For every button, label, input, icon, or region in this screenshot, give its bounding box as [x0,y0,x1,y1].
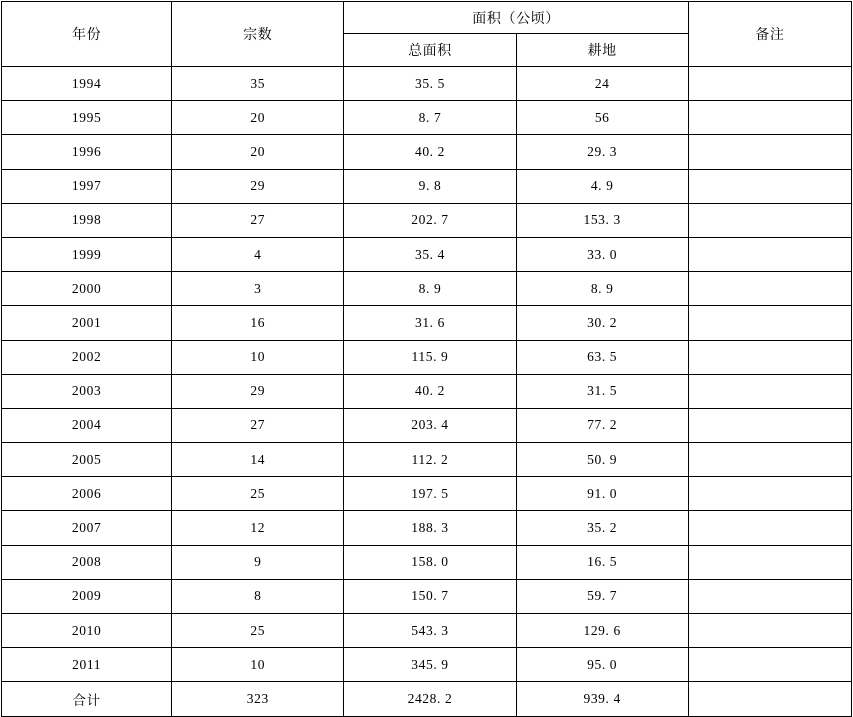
table-body [2,67,852,717]
table-header-row-1 [2,2,852,34]
cell-total-area: 203. 4 [344,408,516,442]
cell-year: 2009 [2,579,172,613]
cell-farmland: 95. 0 [516,648,688,682]
cell-total-area: 158. 0 [344,545,516,579]
table-row [2,169,852,203]
cell-count: 9 [172,545,344,579]
column-header-count: 宗数 [172,2,344,67]
cell-count: 12 [172,511,344,545]
cell-remark [688,477,851,511]
cell-count: 27 [172,408,344,442]
table-row [2,511,852,545]
cell-count: 29 [172,169,344,203]
cell-total-area: 35. 4 [344,237,516,271]
table-row [2,101,852,135]
cell-year: 2011 [2,648,172,682]
cell-year: 2007 [2,511,172,545]
cell-total-area: 150. 7 [344,579,516,613]
cell-year: 2003 [2,374,172,408]
column-header-area-group: 面积（公顷） [344,2,688,34]
cell-remark [688,169,851,203]
cell-year: 1997 [2,169,172,203]
column-header-total-area: 总面积 [344,34,516,67]
cell-farmland: 31. 5 [516,374,688,408]
cell-count: 27 [172,203,344,237]
cell-farmland: 8. 9 [516,272,688,306]
cell-year: 2005 [2,443,172,477]
cell-remark [688,511,851,545]
cell-count: 16 [172,306,344,340]
cell-farmland: 56 [516,101,688,135]
cell-farmland: 63. 5 [516,340,688,374]
cell-year: 2010 [2,614,172,648]
cell-remark [688,579,851,613]
cell-total-area: 40. 2 [344,374,516,408]
column-header-farmland: 耕地 [516,34,688,67]
cell-year: 1999 [2,237,172,271]
cell-remark [688,374,851,408]
cell-farmland: 33. 0 [516,237,688,271]
cell-total-area: 188. 3 [344,511,516,545]
cell-count: 20 [172,101,344,135]
cell-count: 25 [172,477,344,511]
cell-count: 10 [172,648,344,682]
table-row [2,237,852,271]
cell-farmland: 939. 4 [516,682,688,717]
table-row [2,306,852,340]
table-row [2,614,852,648]
cell-count: 3 [172,272,344,306]
cell-remark [688,272,851,306]
table-header [2,2,852,67]
cell-farmland: 153. 3 [516,203,688,237]
table-row [2,135,852,169]
cell-remark [688,340,851,374]
column-header-remark: 备注 [688,2,851,67]
cell-year: 1994 [2,67,172,101]
table-row [2,545,852,579]
cell-remark [688,237,851,271]
cell-count: 10 [172,340,344,374]
cell-total-area: 202. 7 [344,203,516,237]
cell-farmland: 129. 6 [516,614,688,648]
cell-total-area: 115. 9 [344,340,516,374]
cell-total-area: 31. 6 [344,306,516,340]
cell-total-area: 35. 5 [344,67,516,101]
cell-year: 2000 [2,272,172,306]
cell-remark [688,101,851,135]
cell-remark [688,135,851,169]
cell-total-area: 345. 9 [344,648,516,682]
cell-year: 1996 [2,135,172,169]
cell-remark [688,203,851,237]
cell-remark [688,306,851,340]
cell-farmland: 30. 2 [516,306,688,340]
cell-total-area: 40. 2 [344,135,516,169]
cell-total-area: 2428. 2 [344,682,516,717]
table-total-row [2,682,852,717]
cell-year: 2004 [2,408,172,442]
table-row [2,203,852,237]
column-header-year: 年份 [2,2,172,67]
cell-total-area: 8. 9 [344,272,516,306]
document-page [0,1,853,709]
cell-farmland: 24 [516,67,688,101]
cell-count: 4 [172,237,344,271]
cell-count: 8 [172,579,344,613]
cell-remark [688,408,851,442]
cell-remark [688,682,851,717]
cell-remark [688,648,851,682]
table-row [2,408,852,442]
table-row [2,579,852,613]
table-row [2,443,852,477]
cell-count: 20 [172,135,344,169]
cell-farmland: 77. 2 [516,408,688,442]
cell-remark [688,614,851,648]
cell-total-area: 197. 5 [344,477,516,511]
cell-total-area: 9. 8 [344,169,516,203]
table-row [2,272,852,306]
cell-year: 2006 [2,477,172,511]
cell-total-area: 112. 2 [344,443,516,477]
cell-farmland: 29. 3 [516,135,688,169]
table-row [2,374,852,408]
cell-count: 29 [172,374,344,408]
cell-year: 1998 [2,203,172,237]
cell-farmland: 4. 9 [516,169,688,203]
cell-farmland: 91. 0 [516,477,688,511]
table-row [2,477,852,511]
cell-remark [688,67,851,101]
cell-remark [688,443,851,477]
cell-remark [688,545,851,579]
land-statistics-table [1,1,852,717]
cell-year: 2002 [2,340,172,374]
cell-count: 323 [172,682,344,717]
table-row [2,648,852,682]
cell-year: 1995 [2,101,172,135]
cell-farmland: 16. 5 [516,545,688,579]
cell-farmland: 35. 2 [516,511,688,545]
cell-count: 25 [172,614,344,648]
cell-total-area: 543. 3 [344,614,516,648]
table-row [2,340,852,374]
cell-count: 35 [172,67,344,101]
cell-total-area: 8. 7 [344,101,516,135]
cell-year: 2008 [2,545,172,579]
cell-count: 14 [172,443,344,477]
cell-year: 2001 [2,306,172,340]
cell-farmland: 59. 7 [516,579,688,613]
table-row [2,67,852,101]
cell-year: 合计 [2,682,172,717]
cell-farmland: 50. 9 [516,443,688,477]
